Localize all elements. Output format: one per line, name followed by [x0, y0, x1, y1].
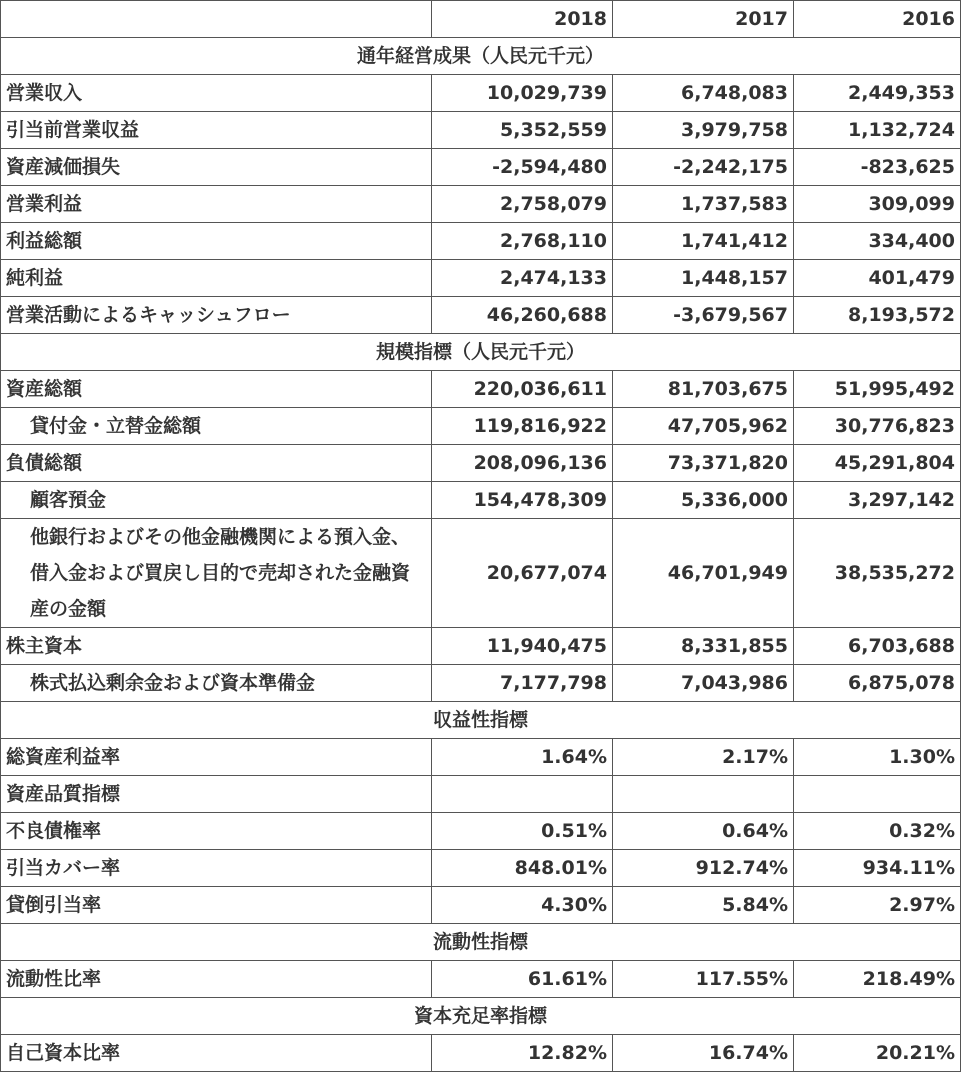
value-2018: 119,816,922: [432, 408, 613, 445]
row-label: 他銀行およびその他金融機関による預入金、借入金および買戻し目的で売却された金融資産の金額: [1, 519, 432, 628]
value-2018: 208,096,136: [432, 445, 613, 482]
value-2018: 154,478,309: [432, 482, 613, 519]
table-row: [1, 665, 961, 702]
table-row: [1, 850, 961, 887]
row-label: 営業収入: [1, 75, 432, 112]
value-2017: 912.74%: [613, 850, 794, 887]
value-2018: 220,036,611: [432, 371, 613, 408]
value-2016: 8,193,572: [794, 297, 961, 334]
value-2018: 2,474,133: [432, 260, 613, 297]
section-title: 資本充足率指標: [1, 998, 961, 1035]
row-label: 利益総額: [1, 223, 432, 260]
row-label: 資産総額: [1, 371, 432, 408]
value-2016: 6,703,688: [794, 628, 961, 665]
value-2016: 334,400: [794, 223, 961, 260]
value-2016: 6,875,078: [794, 665, 961, 702]
row-label: 総資産利益率: [1, 739, 432, 776]
year-header-2016: 2016: [794, 1, 961, 38]
value-2016: 20.21%: [794, 1035, 961, 1072]
value-2017: 1,741,412: [613, 223, 794, 260]
table-row: [1, 1035, 961, 1072]
value-2017: 7,043,986: [613, 665, 794, 702]
row-label: 引当カバー率: [1, 850, 432, 887]
table-row: [1, 519, 961, 628]
value-2016: [794, 776, 961, 813]
value-2016: 51,995,492: [794, 371, 961, 408]
table-row: [1, 112, 961, 149]
value-2016: 38,535,272: [794, 519, 961, 628]
value-2016: 0.32%: [794, 813, 961, 850]
value-2018: -2,594,480: [432, 149, 613, 186]
value-2016: 2.97%: [794, 887, 961, 924]
row-label: 株主資本: [1, 628, 432, 665]
table-row: [1, 776, 961, 813]
value-2018: 12.82%: [432, 1035, 613, 1072]
value-2017: -3,679,567: [613, 297, 794, 334]
value-2017: 1,737,583: [613, 186, 794, 223]
value-2018: [432, 776, 613, 813]
row-label: 貸倒引当率: [1, 887, 432, 924]
section-title: 収益性指標: [1, 702, 961, 739]
value-2017: 117.55%: [613, 961, 794, 998]
value-2017: 3,979,758: [613, 112, 794, 149]
value-2017: -2,242,175: [613, 149, 794, 186]
table-row: [1, 445, 961, 482]
value-2018: 5,352,559: [432, 112, 613, 149]
value-2017: 0.64%: [613, 813, 794, 850]
value-2017: 5,336,000: [613, 482, 794, 519]
row-label: 純利益: [1, 260, 432, 297]
row-label: 流動性比率: [1, 961, 432, 998]
header-row: [1, 1, 961, 38]
value-2017: 47,705,962: [613, 408, 794, 445]
row-label: 貸付金・立替金総額: [1, 408, 432, 445]
value-2017: 6,748,083: [613, 75, 794, 112]
value-2017: 5.84%: [613, 887, 794, 924]
row-label: 資産減価損失: [1, 149, 432, 186]
table-row: [1, 628, 961, 665]
value-2017: [613, 776, 794, 813]
row-label: 自己資本比率: [1, 1035, 432, 1072]
section-header-row: [1, 334, 961, 371]
table-row: [1, 260, 961, 297]
value-2018: 2,758,079: [432, 186, 613, 223]
section-title: 規模指標（人民元千元）: [1, 334, 961, 371]
table-row: [1, 961, 961, 998]
row-label: 資産品質指標: [1, 776, 432, 813]
value-2018: 2,768,110: [432, 223, 613, 260]
table-row: [1, 813, 961, 850]
value-2016: 3,297,142: [794, 482, 961, 519]
value-2018: 20,677,074: [432, 519, 613, 628]
value-2018: 11,940,475: [432, 628, 613, 665]
value-2016: 1.30%: [794, 739, 961, 776]
section-header-row: [1, 702, 961, 739]
value-2017: 16.74%: [613, 1035, 794, 1072]
row-label: 株式払込剰余金および資本準備金: [1, 665, 432, 702]
table-row: [1, 186, 961, 223]
table-row: [1, 739, 961, 776]
table-row: [1, 75, 961, 112]
value-2016: 309,099: [794, 186, 961, 223]
table-row: [1, 149, 961, 186]
value-2016: 1,132,724: [794, 112, 961, 149]
value-2018: 848.01%: [432, 850, 613, 887]
value-2016: 218.49%: [794, 961, 961, 998]
table-row: [1, 408, 961, 445]
section-title: 通年経営成果（人民元千元）: [1, 38, 961, 75]
value-2016: -823,625: [794, 149, 961, 186]
row-label: 営業利益: [1, 186, 432, 223]
section-header-row: [1, 924, 961, 961]
header-label-cell: [1, 1, 432, 38]
value-2018: 1.64%: [432, 739, 613, 776]
row-label: 引当前営業収益: [1, 112, 432, 149]
value-2018: 7,177,798: [432, 665, 613, 702]
value-2017: 73,371,820: [613, 445, 794, 482]
value-2017: 2.17%: [613, 739, 794, 776]
value-2016: 934.11%: [794, 850, 961, 887]
value-2016: 45,291,804: [794, 445, 961, 482]
year-header-2017: 2017: [613, 1, 794, 38]
section-header-row: [1, 998, 961, 1035]
table-body: [1, 1, 961, 1072]
table-row: [1, 297, 961, 334]
value-2017: 1,448,157: [613, 260, 794, 297]
value-2018: 10,029,739: [432, 75, 613, 112]
value-2017: 8,331,855: [613, 628, 794, 665]
table-row: [1, 482, 961, 519]
value-2017: 81,703,675: [613, 371, 794, 408]
value-2018: 46,260,688: [432, 297, 613, 334]
section-header-row: [1, 38, 961, 75]
row-label: 顧客預金: [1, 482, 432, 519]
value-2016: 30,776,823: [794, 408, 961, 445]
table-row: [1, 887, 961, 924]
table-row: [1, 371, 961, 408]
value-2018: 4.30%: [432, 887, 613, 924]
section-title: 流動性指標: [1, 924, 961, 961]
row-label: 負債総額: [1, 445, 432, 482]
value-2016: 401,479: [794, 260, 961, 297]
table-row: [1, 223, 961, 260]
value-2018: 61.61%: [432, 961, 613, 998]
row-label: 不良債権率: [1, 813, 432, 850]
value-2016: 2,449,353: [794, 75, 961, 112]
value-2017: 46,701,949: [613, 519, 794, 628]
row-label: 営業活動によるキャッシュフロー: [1, 297, 432, 334]
value-2018: 0.51%: [432, 813, 613, 850]
year-header-2018: 2018: [432, 1, 613, 38]
